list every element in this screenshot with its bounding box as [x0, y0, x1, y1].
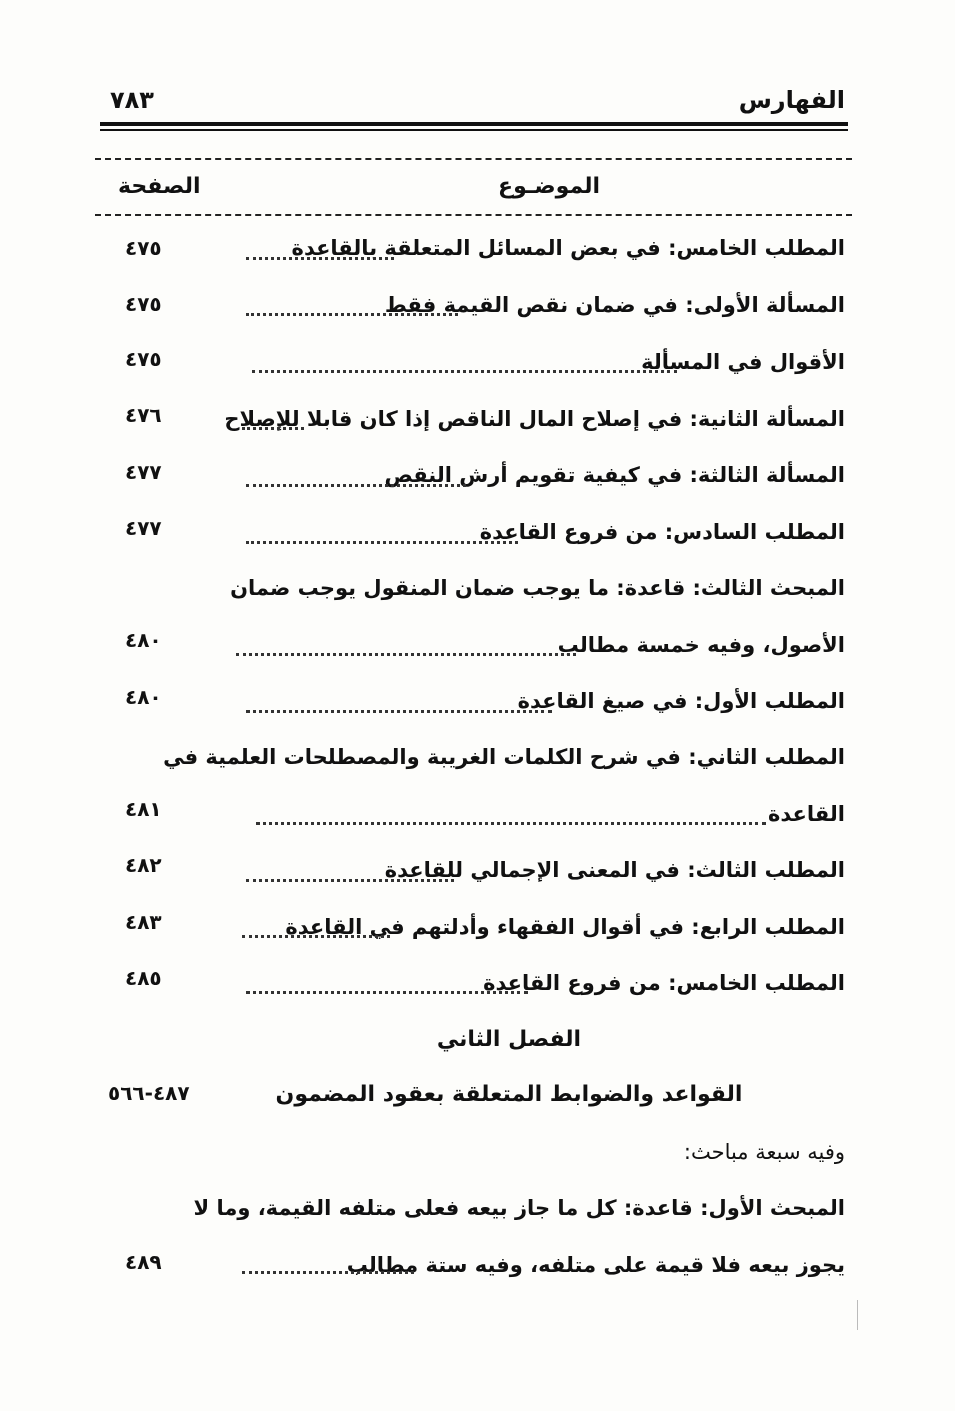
toc-entry-title: وفيه سبعة مباحث:	[683, 1140, 845, 1164]
leader-dots	[246, 541, 518, 544]
toc-entry-title: الأقوال في المسألة	[641, 350, 845, 374]
leader-dots	[242, 427, 304, 430]
toc-entry-page: ٤٨٩	[125, 1250, 162, 1274]
toc-entry-title: المبحث الأول: قاعدة: كل ما جاز بيعه فعلى متلفه القيمة، وما لا	[193, 1196, 845, 1220]
leader-dots	[246, 991, 528, 994]
toc-entry-page: ٤٨١	[125, 797, 162, 821]
leader-dots	[246, 313, 458, 316]
chapter-title: القواعد والضوابط المتعلقة بعقود المضمون	[275, 1082, 743, 1107]
leader-dots	[256, 822, 766, 825]
toc-entry-title: المسألة الأولى: في ضمان نقص القيمة فقط	[384, 293, 845, 317]
toc-entry-page: ٤٨٠	[125, 685, 162, 709]
table-top-divider	[95, 158, 852, 160]
chapter-heading: الفصل الثاني	[436, 1027, 582, 1052]
leader-dots	[246, 879, 454, 882]
running-header-title: الفهارس	[738, 86, 845, 114]
leader-dots	[252, 370, 677, 373]
toc-entry-title: المطلب الرابع: في أقوال الفقهاء وأدلتهم في القاعدة	[285, 915, 845, 939]
leader-dots	[242, 935, 390, 938]
toc-entry-page: ٤٧٥	[125, 347, 162, 371]
toc-entry-page: ٤٧٥	[125, 236, 162, 260]
toc-entry-title: الأصول، وفيه خمسة مطالب	[557, 633, 845, 657]
column-header-topic: الموضـوع	[498, 174, 600, 199]
leader-dots	[246, 710, 552, 713]
leader-dots	[246, 257, 394, 260]
leader-dots	[246, 484, 466, 487]
leader-dots	[236, 653, 576, 656]
toc-entry-page: ٤٨٣	[125, 910, 162, 934]
toc-entry-page: ٤٧٧	[125, 460, 162, 484]
leader-dots	[242, 1271, 414, 1274]
toc-entry-title: القاعدة	[768, 802, 845, 826]
toc-entry-title: المسألة الثالثة: في كيفية تقويم أرش النقص	[384, 463, 845, 487]
toc-entry-title: المطلب الخامس: من فروع القاعدة	[483, 971, 845, 995]
toc-entry-title: المطلب الثالث: في المعنى الإجمالي للقاعدة	[384, 858, 845, 882]
toc-entry-title: المطلب السادس: من فروع القاعدة	[479, 520, 845, 544]
chapter-page-range: ٤٨٧-٥٦٦	[108, 1081, 190, 1105]
toc-entry-title: المطلب الثاني: في شرح الكلمات الغريبة والمصطلحات العلمية في	[163, 745, 845, 769]
header-rule-thick	[100, 122, 848, 126]
toc-entry-page: ٤٧٧	[125, 516, 162, 540]
scan-mark	[857, 1300, 858, 1330]
toc-entry-title: يجوز بيعه فلا قيمة على متلفه، وفيه ستة مطالب	[346, 1253, 845, 1277]
toc-entry-page: ٤٨٢	[125, 853, 162, 877]
toc-entry-page: ٤٧٥	[125, 292, 162, 316]
toc-entry-page: ٤٧٦	[125, 403, 162, 427]
running-header	[100, 86, 845, 126]
toc-entry-page: ٤٨٥	[125, 966, 162, 990]
column-header-page: الصفحة	[118, 174, 201, 199]
toc-entry-page: ٤٨٠	[125, 628, 162, 652]
header-rule-thin	[100, 129, 848, 131]
toc-entry-title: المطلب الأول: في صيغ القاعدة	[517, 689, 845, 713]
table-header-divider	[95, 214, 852, 216]
page-number: ٧٨٣	[110, 86, 154, 114]
toc-entry-title: المبحث الثالث: قاعدة: ما يوجب ضمان المنقول يوجب ضمان	[230, 576, 845, 600]
toc-entry-title: المطلب الخامس: في بعض المسائل المتعلقة بالقاعدة	[291, 236, 845, 260]
toc-entry-title: المسألة الثانية: في إصلاح المال الناقص إذا كان قابلا للإصلاح	[224, 407, 845, 431]
